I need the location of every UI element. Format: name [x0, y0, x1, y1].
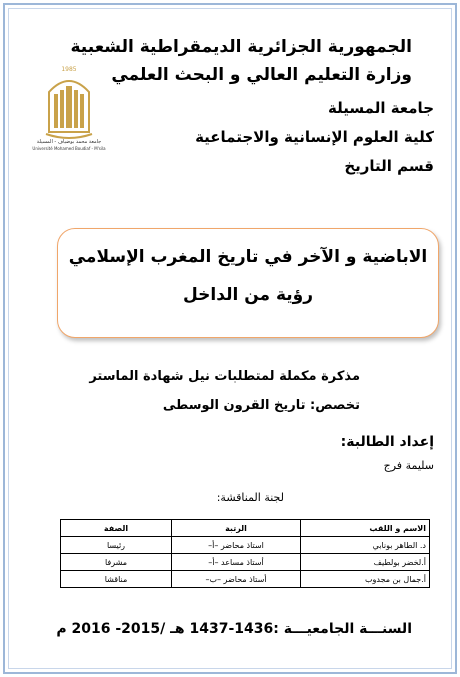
jury-role: رئيسا [61, 537, 172, 554]
jury-name: د. الطاهر بونابي [301, 537, 430, 554]
jury-role: مناقشا [61, 571, 172, 588]
thesis-title-line1: الاباضية و الآخر في تاريخ المغرب الإسلامي [68, 247, 428, 267]
jury-name: أ.جمال بن مجدوب [301, 571, 430, 588]
jury-rank: أستاذ مساعد –أ– [172, 554, 301, 571]
jury-table [60, 519, 430, 588]
column-header-role: الصفة [61, 520, 172, 537]
column-header-rank: الرتبة [172, 520, 301, 537]
republic-name: الجمهورية الجزائرية الديمقراطية الشعبية [70, 37, 412, 57]
logo-year: 1985 [61, 66, 77, 73]
jury-rank: استاذ محاضر –أ– [172, 537, 301, 554]
column-header-name: الاسم و اللقب [301, 520, 430, 537]
university-name: جامعة المسيلة [328, 99, 434, 117]
jury-rank: أستاذ محاضر –ب– [172, 571, 301, 588]
logo-name-ar: جامعة محمد بوضياف - المسيلة [36, 139, 102, 145]
jury-name: أ.لخضر بولطيف [301, 554, 430, 571]
specialty: تخصص: تاريخ القرون الوسطى [162, 398, 360, 413]
table-row [61, 571, 430, 588]
department-name: قسم التاريخ [344, 157, 434, 175]
university-logo-icon [24, 62, 114, 152]
thesis-title-line2: رؤية من الداخل [183, 285, 313, 305]
faculty-name: كلية العلوم الإنسانية والاجتماعية [195, 128, 434, 146]
logo-name-fr: Université Mohamed Boudiaf - M'sila [32, 146, 106, 151]
thesis-title-box [57, 228, 439, 338]
prepared-by-label: إعداد الطالبة: [340, 434, 434, 450]
memo-statement: مذكرة مكملة لمتطلبات نيل شهادة الماستر [89, 369, 360, 384]
table-row [61, 537, 430, 554]
academic-year: السنـــة الجامعيـــة :1436-1437 هـ /2015- 2016 م [56, 621, 412, 637]
ministry-name: وزارة التعليم العالي و البحث العلمي [111, 65, 412, 85]
committee-label: لجنة المناقشة: [216, 491, 284, 504]
university-logo [24, 62, 114, 152]
table-header-row [61, 520, 430, 537]
table-row [61, 554, 430, 571]
jury-role: مشرفا [61, 554, 172, 571]
student-name: سليمة فرج [383, 459, 434, 472]
